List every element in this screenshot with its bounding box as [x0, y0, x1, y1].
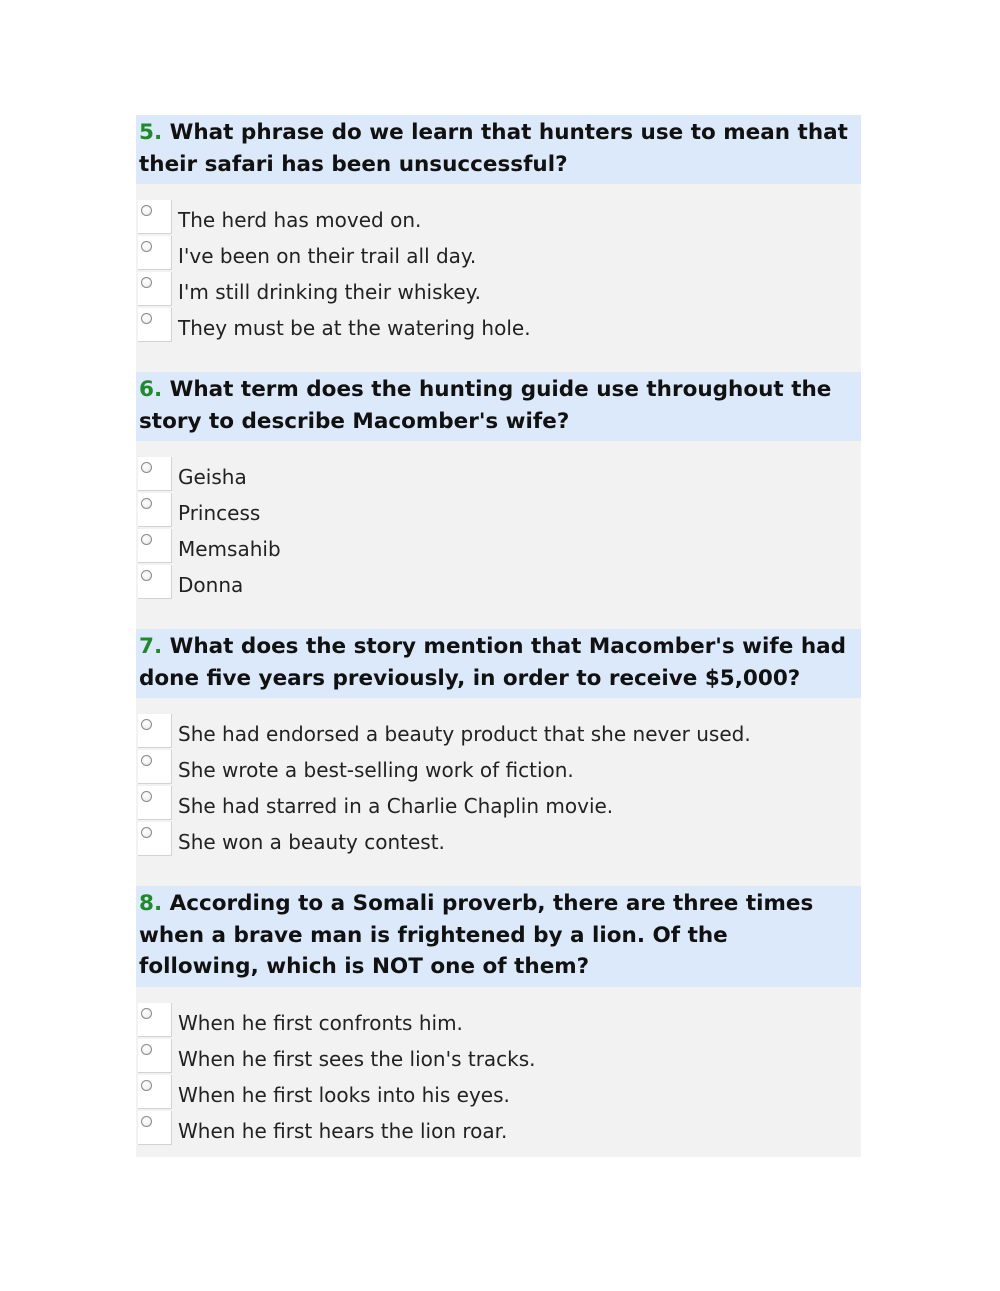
answer-label[interactable]: She wrote a best-selling work of fiction. — [178, 758, 574, 782]
question-5 — [136, 115, 861, 372]
radio-button[interactable] — [138, 822, 172, 856]
answer-label[interactable]: Princess — [178, 501, 261, 525]
answer-options — [136, 184, 861, 372]
question-text: What term does the hunting guide use throughout the story to describe Macomber's wife? — [139, 377, 832, 434]
answer-label[interactable]: Geisha — [178, 465, 247, 489]
answer-label[interactable]: She had starred in a Charlie Chaplin movie. — [178, 794, 614, 818]
question-7 — [136, 629, 861, 886]
radio-button[interactable] — [138, 1003, 172, 1037]
radio-button[interactable] — [138, 308, 172, 342]
answer-option[interactable] — [136, 208, 861, 244]
radio-button[interactable] — [138, 493, 172, 527]
answer-option[interactable] — [136, 1047, 861, 1083]
radio-circle-icon — [141, 570, 152, 581]
answer-label[interactable]: When he first confronts him. — [178, 1010, 463, 1035]
answer-option[interactable] — [136, 280, 861, 316]
question-text: What phrase do we learn that hunters use to mean that their safari has been unsuccessful? — [139, 120, 848, 177]
question-header — [136, 115, 861, 184]
radio-circle-icon — [141, 462, 152, 473]
answer-option[interactable] — [136, 1119, 861, 1155]
question-number: 5. — [139, 120, 163, 145]
radio-circle-icon — [141, 498, 152, 509]
radio-button[interactable] — [138, 714, 172, 748]
radio-button[interactable] — [138, 1039, 172, 1073]
quiz-container — [136, 115, 861, 1157]
answer-option[interactable] — [136, 244, 861, 280]
radio-button[interactable] — [138, 786, 172, 820]
question-text: According to a Somali proverb, there are three times when a brave man is frightened by a lion. Of the following, which is NOT one of them? — [139, 891, 814, 979]
radio-button[interactable] — [138, 457, 172, 491]
answer-option[interactable] — [136, 722, 861, 758]
question-header — [136, 629, 861, 698]
question-number: 6. — [139, 377, 163, 402]
answer-label[interactable]: When he first hears the lion roar. — [178, 1118, 508, 1143]
radio-circle-icon — [141, 1044, 152, 1055]
answer-option[interactable] — [136, 573, 861, 609]
answer-option[interactable] — [136, 758, 861, 794]
radio-button[interactable] — [138, 750, 172, 784]
radio-circle-icon — [141, 719, 152, 730]
answer-label[interactable]: She won a beauty contest. — [178, 830, 445, 854]
radio-button[interactable] — [138, 565, 172, 599]
question-header — [136, 886, 861, 987]
answer-option[interactable] — [136, 1083, 861, 1119]
answer-label[interactable]: I've been on their trail all day. — [178, 244, 477, 268]
radio-circle-icon — [141, 827, 152, 838]
radio-circle-icon — [141, 755, 152, 766]
question-number: 8. — [139, 891, 163, 916]
answer-label[interactable]: When he first looks into his eyes. — [178, 1082, 510, 1107]
radio-circle-icon — [141, 277, 152, 288]
question-number: 7. — [139, 634, 163, 659]
answer-options — [136, 441, 861, 629]
question-text: What does the story mention that Macomber's wife had done five years previously, in order to receive $5,000? — [139, 634, 847, 691]
radio-circle-icon — [141, 205, 152, 216]
question-6 — [136, 372, 861, 629]
answer-option[interactable] — [136, 537, 861, 573]
radio-circle-icon — [141, 313, 152, 324]
radio-circle-icon — [141, 534, 152, 545]
answer-option[interactable] — [136, 830, 861, 866]
radio-circle-icon — [141, 1116, 152, 1127]
radio-circle-icon — [141, 1008, 152, 1019]
answer-options — [136, 987, 861, 1157]
answer-label[interactable]: The herd has moved on. — [178, 208, 422, 232]
radio-circle-icon — [141, 1080, 152, 1091]
answer-option[interactable] — [136, 1011, 861, 1047]
radio-button[interactable] — [138, 1111, 172, 1145]
answer-label[interactable]: Memsahib — [178, 537, 281, 561]
radio-button[interactable] — [138, 272, 172, 306]
answer-label[interactable]: When he first sees the lion's tracks. — [178, 1046, 536, 1071]
answer-label[interactable]: Donna — [178, 573, 244, 597]
question-header — [136, 372, 861, 441]
answer-option[interactable] — [136, 316, 861, 352]
answer-label[interactable]: She had endorsed a beauty product that she never used. — [178, 722, 751, 746]
radio-circle-icon — [141, 791, 152, 802]
answer-label[interactable]: I'm still drinking their whiskey. — [178, 280, 482, 304]
radio-button[interactable] — [138, 529, 172, 563]
answer-option[interactable] — [136, 501, 861, 537]
answer-option[interactable] — [136, 794, 861, 830]
radio-button[interactable] — [138, 1075, 172, 1109]
answer-options — [136, 698, 861, 886]
radio-button[interactable] — [138, 236, 172, 270]
answer-option[interactable] — [136, 465, 861, 501]
question-8 — [136, 886, 861, 1157]
answer-label[interactable]: They must be at the watering hole. — [178, 316, 531, 340]
radio-button[interactable] — [138, 200, 172, 234]
radio-circle-icon — [141, 241, 152, 252]
